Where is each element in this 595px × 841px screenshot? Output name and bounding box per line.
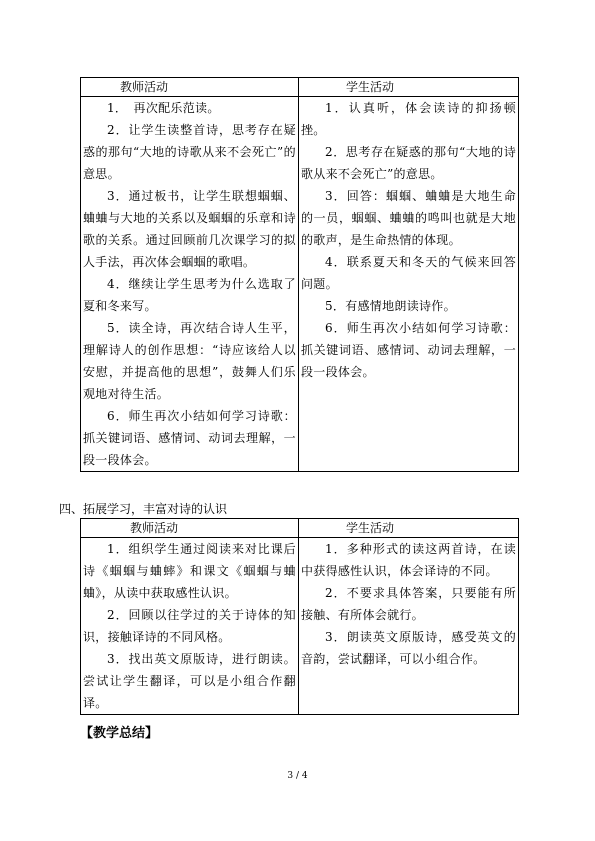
student-item: 3．朗读英文原版诗，感受英文的音韵，尝试翻译，可以小组合作。 — [300, 630, 516, 666]
page-number: 3 / 4 — [287, 771, 308, 781]
activity-table-1 — [80, 77, 519, 472]
teacher-activity-cell — [81, 538, 299, 715]
student-activity-cell — [298, 97, 518, 472]
table-header-row — [81, 519, 519, 538]
teacher-item: 2．回顾以往学过的关于诗体的知识，接触译诗的不同风格。 — [83, 608, 296, 644]
teacher-item: 3．找出英文原版诗，进行朗读。尝试让学生翻译，可以是小组合作翻译。 — [83, 652, 296, 710]
student-activity-header: 学生活动 — [298, 519, 518, 538]
student-item: 3．回答：蝈蝈、蛐蛐是大地生命的一员，蝈蝈、蛐蛐的鸣叫也就是大地的歌声，是生命热情的体现。 — [300, 189, 516, 247]
student-item: 2．不要求具体答案，只要能有所接触、有所体会就行。 — [300, 586, 516, 622]
student-item: 1．多种形式的读这两首诗，在读中获得感性认识，体会译诗的不同。 — [300, 542, 516, 578]
student-item: 2．思考存在疑惑的那句“大地的诗歌从来不会死亡”的意思。 — [300, 145, 516, 181]
activity-table-2 — [80, 518, 519, 715]
section-heading: 四、拓展学习，丰富对诗的认识 — [59, 502, 228, 516]
teacher-activity-header: 教师活动 — [81, 78, 299, 97]
table-body-row — [81, 538, 519, 715]
teacher-item: 2．让学生读整首诗，思考存在疑惑的那句“大地的诗歌从来不会死亡”的意思。 — [83, 123, 296, 181]
student-item: 4．联系夏天和冬天的气候来回答问题。 — [300, 255, 516, 291]
summary-heading: 【教学总结】 — [80, 726, 159, 741]
student-activity-cell — [298, 538, 518, 715]
teacher-item: 1．组织学生通过阅读来对比课后诗《蝈蝈与蛐蟀》和课文《蝈蝈与蛐蛐》，从读中获取感性认识。 — [83, 542, 296, 600]
student-item: 1．认真听，体会读诗的抑扬顿挫。 — [300, 101, 516, 137]
student-activity-header: 学生活动 — [298, 78, 518, 97]
teacher-item: 1． 再次配乐范读。 — [107, 101, 220, 115]
teacher-activity-header: 教师活动 — [81, 519, 299, 538]
teacher-item: 5．读全诗，再次结合诗人生平，理解诗人的创作思想：“诗应该给人以安慰，并提高他的思想”，鼓舞人们乐观地对待生活。 — [83, 321, 296, 401]
table-header-row — [81, 78, 519, 97]
student-item: 6．师生再次小结如何学习诗歌：抓关键词语、感情词、动词去理解，一段一段体会。 — [300, 321, 516, 379]
teacher-activity-cell — [81, 97, 299, 472]
teacher-item: 6．师生再次小结如何学习诗歌：抓关键词语、感情词、动词去理解，一段一段体会。 — [83, 409, 296, 467]
teacher-item: 3．通过板书，让学生联想蝈蝈、蛐蛐与大地的关系以及蝈蝈的乐章和诗歌的关系。通过回顾前几次课学习的拟人手法，再次体会蝈蝈的歌唱。 — [83, 189, 296, 269]
teacher-item: 4．继续让学生思考为什么选取了夏和冬来写。 — [83, 277, 296, 313]
table-body-row — [81, 97, 519, 472]
student-item: 5．有感情地朗读诗作。 — [324, 299, 456, 313]
